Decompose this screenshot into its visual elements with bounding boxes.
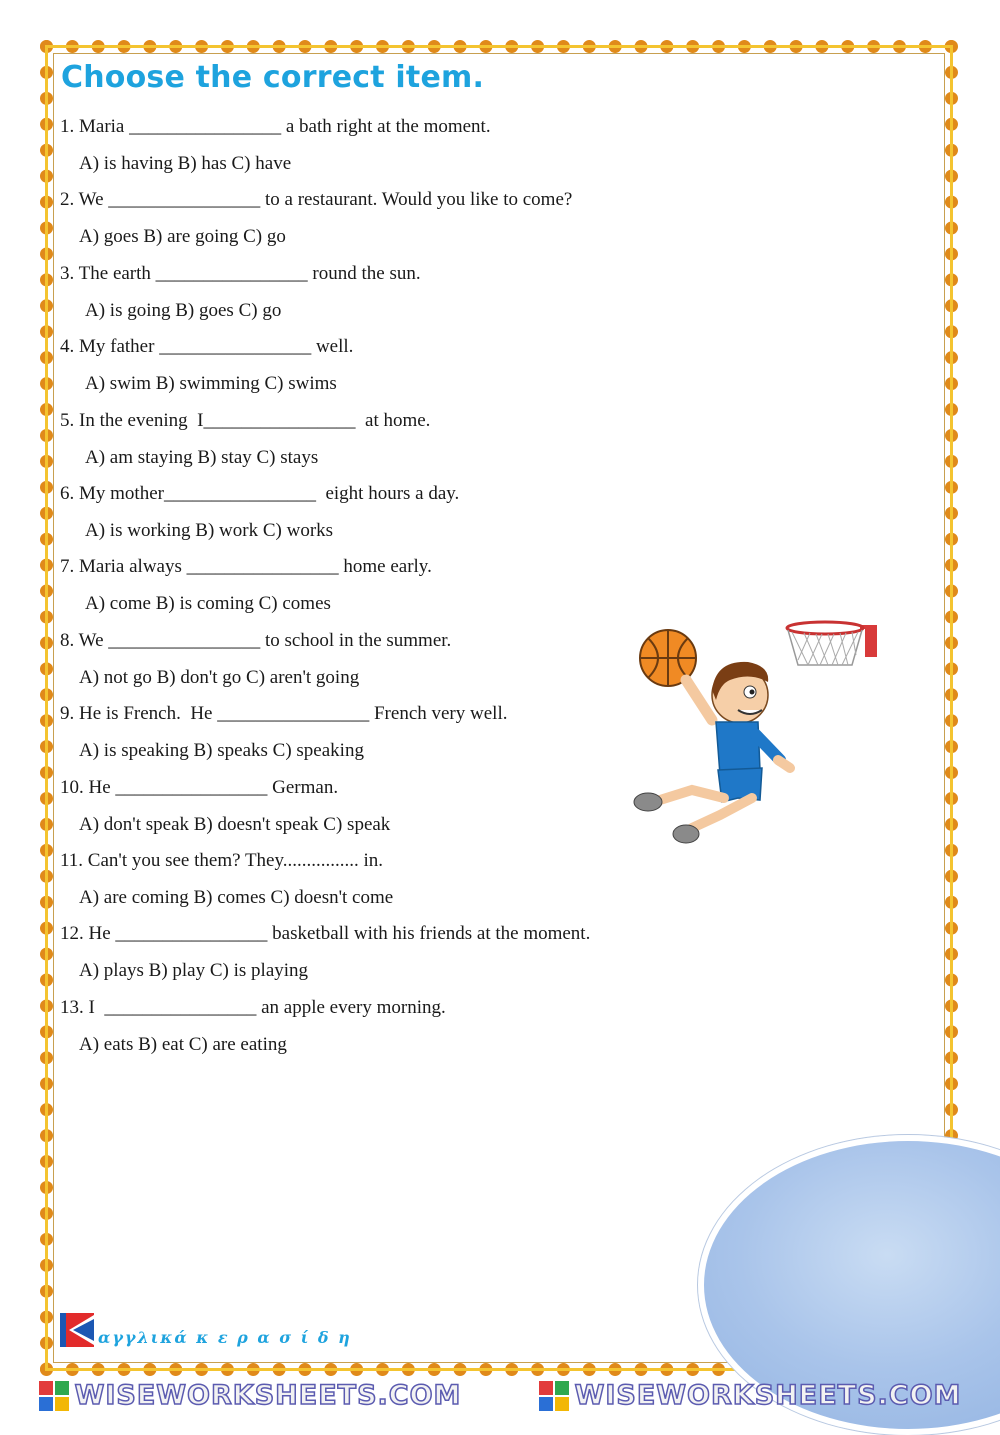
question-options[interactable]: A) eats B) eat C) are eating (79, 1033, 287, 1055)
player-figure (634, 662, 790, 843)
question-item (60, 406, 680, 479)
watermark-bar (0, 1378, 1000, 1413)
question-text: 7. Maria always ________________ home early. (60, 556, 432, 578)
watermark-text: WISEWORKSHEETS.COM (574, 1379, 962, 1411)
question-item (60, 919, 680, 992)
question-options[interactable]: A) plays B) play C) is playing (79, 960, 309, 982)
question-options[interactable]: A) is working B) work C) works (85, 519, 334, 541)
question-item (60, 626, 680, 699)
question-item (60, 112, 680, 185)
question-item (60, 552, 680, 625)
question-options[interactable]: A) are coming B) comes C) doesn't come (79, 886, 394, 908)
question-options[interactable]: A) goes B) are going C) go (79, 226, 286, 248)
question-text: 1. Maria ________________ a bath right at the moment. (60, 116, 491, 137)
question-options[interactable]: A) not go B) don't go C) aren't going (79, 666, 360, 688)
watermark-text: WISEWORKSHEETS.COM (74, 1379, 462, 1411)
question-item (60, 479, 680, 552)
question-item (60, 773, 680, 846)
watermark (0, 1381, 500, 1411)
question-options[interactable]: A) come B) is coming C) comes (85, 593, 331, 615)
question-item (60, 846, 680, 919)
question-options[interactable]: A) swim B) swimming C) swims (85, 373, 337, 395)
question-options[interactable]: A) is going B) goes C) go (85, 299, 282, 321)
question-text: 5. In the evening I________________ at home. (60, 409, 431, 431)
question-item (60, 332, 680, 405)
question-options[interactable]: A) don't speak B) doesn't speak C) speak (79, 813, 391, 835)
basketball-hoop-icon (787, 622, 877, 665)
question-options[interactable]: A) is speaking B) speaks C) speaking (79, 740, 364, 762)
question-item (60, 185, 680, 258)
worksheet-title: Choose the correct item. (61, 60, 485, 95)
question-text: 9. He is French. He ________________ French very well. (60, 703, 508, 725)
question-text: 11. Can't you see them? They................ in. (60, 849, 384, 871)
question-text: 6. My mother________________ eight hours a day. (60, 482, 460, 504)
question-list (60, 112, 680, 1066)
question-text: 4. My father ________________ well. (60, 336, 354, 358)
question-text: 13. I ________________ an apple every morning. (60, 996, 446, 1018)
question-text: 10. He ________________ German. (60, 776, 339, 798)
question-item (60, 993, 680, 1066)
watermark (500, 1381, 1000, 1411)
question-text: 2. We ________________ to a restaurant. Would you like to come? (60, 189, 573, 211)
question-item (60, 259, 680, 332)
brand-logo (60, 1313, 352, 1347)
logo-text: αγγλικά κ ε ρ α σ ί δ η (98, 1328, 352, 1347)
question-text: 12. He ________________ basketball with his friends at the moment. (60, 923, 591, 945)
watermark-logo-icon (539, 1381, 569, 1411)
basketball-player-illustration (620, 610, 890, 860)
question-options[interactable]: A) is having B) has C) have (79, 153, 292, 174)
question-options[interactable]: A) am staying B) stay C) stays (85, 446, 319, 468)
question-text: 8. We ________________ to school in the summer. (60, 629, 452, 651)
question-text: 3. The earth ________________ round the sun. (60, 262, 421, 284)
question-item (60, 699, 680, 772)
watermark-logo-icon (39, 1381, 69, 1411)
logo-mark-icon (60, 1313, 94, 1347)
